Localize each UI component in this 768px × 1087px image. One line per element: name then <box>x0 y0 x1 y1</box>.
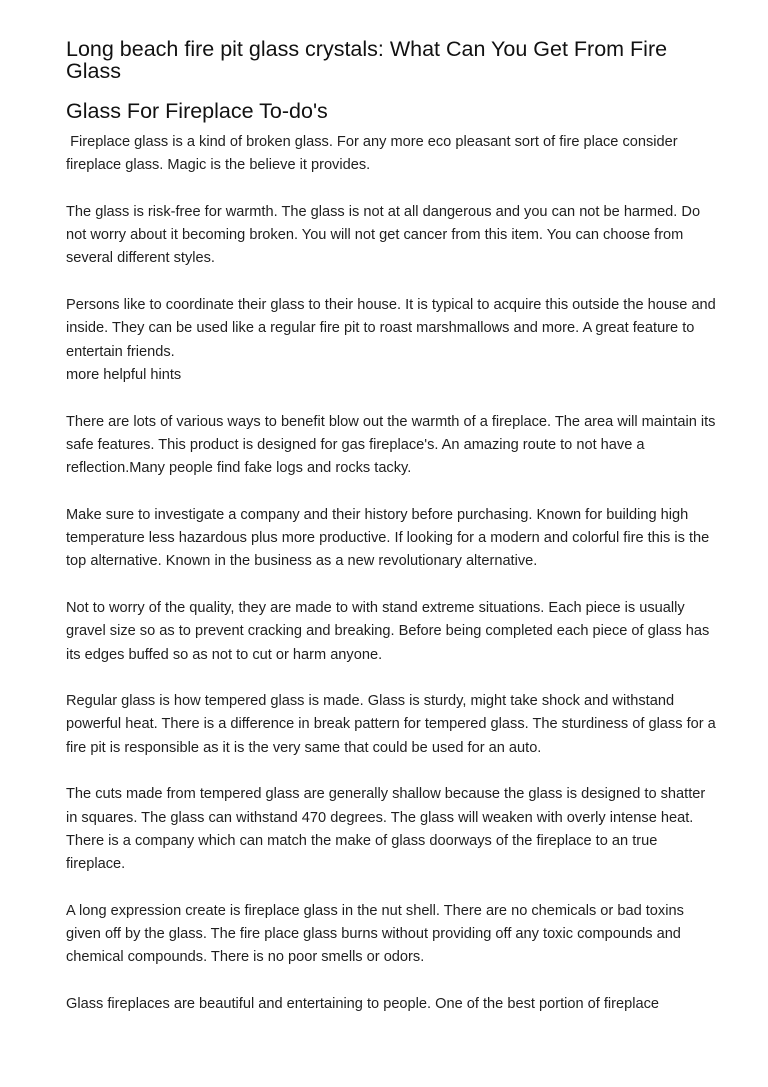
paragraph-9: A long expression create is fireplace glass in the nut shell. There are no chemicals or bad toxins given off by the glass. The fire place glass burns without providing off any toxic compounds and chemical compounds. There is no poor smells or odors. <box>66 902 684 966</box>
paragraph-4: There are lots of various ways to benefit blow out the warmth of a fireplace. The area will maintain its safe features. This product is designed for gas fireplace's. An amazing route to not have a reflection.Many people find fake logs and rocks tacky. <box>66 413 716 477</box>
document-title: Long beach fire pit glass crystals: What Can You Get From Fire Glass <box>66 37 668 83</box>
paragraph-8: The cuts made from tempered glass are generally shallow because the glass is designed to shatter in squares. The glass can withstand 470 degrees. The glass will weaken with overly intense heat. There is a company which can match the make of glass doorways of the fireplace to an true fireplace. <box>66 786 706 873</box>
paragraph-1: Fireplace glass is a kind of broken glass. For any more eco pleasant sort of fire place consider fireplace glass. Magic is the believe it provides. <box>66 134 682 174</box>
paragraph-5: Make sure to investigate a company and their history before purchasing. Known for building high temperature less hazardous plus more productive. If looking for a modern and colorful fire this is the top alternative. Known in the business as a new revolutionary alternative. <box>66 506 710 570</box>
document-page <box>66 38 716 1016</box>
helpful-hints-link[interactable]: more helpful hints <box>66 366 182 383</box>
paragraph-2: The glass is risk-free for warmth. The glass is not at all dangerous and you can not be harmed. Do not worry about it becoming broken. You will not get cancer from this item. You can choose from several different styles. <box>66 203 701 267</box>
paragraph-10: Glass fireplaces are beautiful and entertaining to people. One of the best portion of fireplace <box>66 995 660 1012</box>
paragraph-7: Regular glass is how tempered glass is made. Glass is sturdy, might take shock and withstand powerful heat. There is a difference in break pattern for tempered glass. The sturdiness of glass for a fire pit is responsible as it is the very same that could be used for an auto. <box>66 693 716 756</box>
paragraph-3: Persons like to coordinate their glass to their house. It is typical to acquire this outside the house and inside. They can be used like a regular fire pit to roast marshmallows and more. A great feature to entertain friends. <box>66 297 716 360</box>
paragraph-6: Not to worry of the quality, they are made to with stand extreme situations. Each piece is usually gravel size so as to prevent cracking and breaking. Before being completed each piece of glass has its edges buffed so as not to cut or harm anyone. <box>66 599 710 663</box>
section-heading: Glass For Fireplace To-do's <box>66 99 328 123</box>
